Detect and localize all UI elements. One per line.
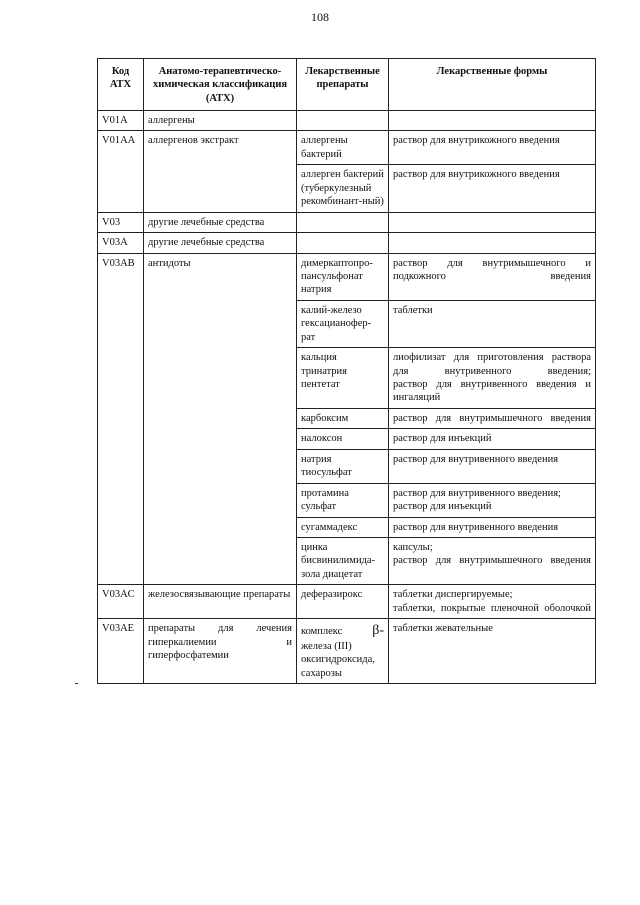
drug-cell: цинка бисвинилимида-зола диацетат bbox=[297, 537, 389, 584]
drug-line bbox=[301, 622, 384, 640]
drug-cell: димеркаптопро-пансульфонат натрия bbox=[297, 253, 389, 300]
form-line: раствор для внутримышечного введения bbox=[393, 555, 591, 567]
page-number: 108 bbox=[311, 10, 329, 24]
drug-cell: калий-железо гексацианофер-рат bbox=[297, 300, 389, 347]
code-cell: V03AB bbox=[98, 253, 144, 585]
header-forms: Лекарственные формы bbox=[389, 59, 596, 111]
drug-text: комплекс bbox=[301, 626, 343, 638]
drug-cell: сугаммадекс bbox=[297, 517, 389, 537]
drug-line: железа (III) оксигидроксида, сахарозы bbox=[301, 641, 375, 679]
drug-cell: аллерген бактерий (туберкулезный рекомбинант-ный) bbox=[297, 165, 389, 212]
table-row bbox=[98, 111, 596, 131]
form-cell bbox=[389, 348, 596, 409]
drug-cell: карбоксим bbox=[297, 408, 389, 428]
form-line: таблетки диспергируемые; bbox=[393, 589, 513, 601]
drug-cell: протамина сульфат bbox=[297, 483, 389, 517]
atx-cell: другие лечебные средства bbox=[144, 233, 297, 253]
drug-cell bbox=[297, 233, 389, 253]
form-cell: раствор для внутримышечного и подкожного введения bbox=[389, 253, 596, 300]
form-cell bbox=[389, 585, 596, 619]
code-cell: V01A bbox=[98, 111, 144, 131]
drug-cell: натрия тиосульфат bbox=[297, 449, 389, 483]
form-cell bbox=[389, 233, 596, 253]
code-cell: V03 bbox=[98, 212, 144, 232]
header-atx: Анатомо-терапевтическо-химическая классификация (АТХ) bbox=[144, 59, 297, 111]
atx-cell: аллергены bbox=[144, 111, 297, 131]
atx-cell: аллергенов экстракт bbox=[144, 131, 297, 212]
code-cell: V03AE bbox=[98, 619, 144, 684]
form-cell: раствор для инъекций bbox=[389, 429, 596, 449]
table-row bbox=[98, 253, 596, 300]
table-row bbox=[98, 131, 596, 165]
form-cell bbox=[389, 537, 596, 584]
drug-cell bbox=[297, 619, 389, 684]
table-header-row bbox=[98, 59, 596, 111]
atx-cell: антидоты bbox=[144, 253, 297, 585]
code-cell: V01AA bbox=[98, 131, 144, 212]
form-line: раствор для внутривенного введения и ингаляций bbox=[393, 379, 591, 404]
form-cell bbox=[389, 212, 596, 232]
header-drugs: Лекарственные препараты bbox=[297, 59, 389, 111]
drug-cell bbox=[297, 212, 389, 232]
form-line: раствор для внутривенного введения; bbox=[393, 487, 561, 499]
code-cell: V03A bbox=[98, 233, 144, 253]
header-code: Код АТХ bbox=[98, 59, 144, 111]
drug-cell bbox=[297, 111, 389, 131]
margin-mark bbox=[75, 683, 78, 684]
table-row bbox=[98, 585, 596, 619]
drug-cell: аллергены бактерий bbox=[297, 131, 389, 165]
code-cell: V03AC bbox=[98, 585, 144, 619]
form-cell bbox=[389, 111, 596, 131]
form-cell: раствор для внутривенного введения bbox=[389, 517, 596, 537]
atx-table bbox=[97, 58, 596, 684]
table-row bbox=[98, 619, 596, 684]
atx-cell: другие лечебные средства bbox=[144, 212, 297, 232]
form-line: таблетки, покрытые пленочной оболочкой bbox=[393, 602, 591, 614]
table-row bbox=[98, 212, 596, 232]
form-cell: раствор для внутрикожного введения bbox=[389, 165, 596, 212]
form-cell: раствор для внутрикожного введения bbox=[389, 131, 596, 165]
form-cell: раствор для внутривенного введения bbox=[389, 449, 596, 483]
drug-cell: налоксон bbox=[297, 429, 389, 449]
drug-cell: деферазирокс bbox=[297, 585, 389, 619]
form-line: капсулы; bbox=[393, 541, 433, 553]
form-cell bbox=[389, 483, 596, 517]
form-cell: раствор для внутримышечного введения bbox=[389, 408, 596, 428]
drug-cell: кальция тринатрия пентетат bbox=[297, 348, 389, 409]
atx-cell: препараты для лечения гиперкалиемии и гиперфосфатемии bbox=[144, 619, 297, 684]
form-cell: таблетки bbox=[389, 300, 596, 347]
table-row bbox=[98, 233, 596, 253]
form-line: раствор для инъекций bbox=[393, 501, 492, 513]
form-cell: таблетки жевательные bbox=[389, 619, 596, 684]
atx-cell: железосвязывающие препараты bbox=[144, 585, 297, 619]
beta-symbol: β- bbox=[372, 623, 384, 639]
form-line: лиофилизат для приготовления раствора для внутривенного введения; bbox=[393, 352, 591, 377]
